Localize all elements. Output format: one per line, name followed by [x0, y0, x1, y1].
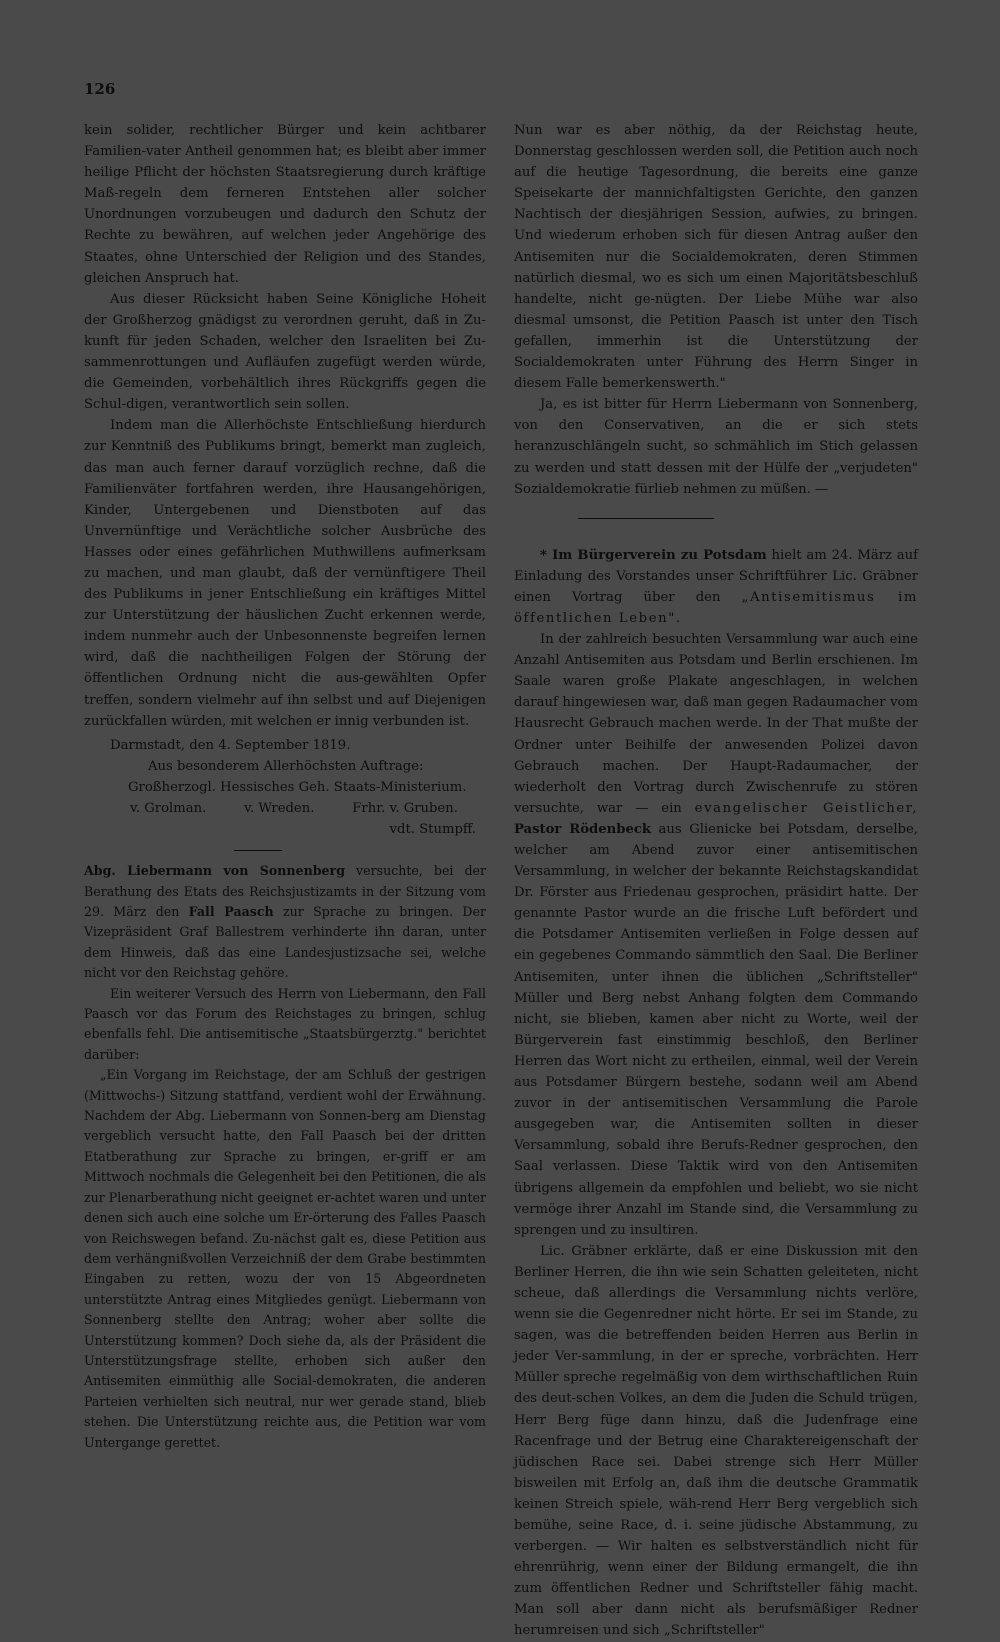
paragraph: * Im Bürgerverein zu Potsdam hielt am 24. März auf Einladung des Vorstandes unser Schriftführer Lic. Gräbner einen Vortrag über den „Antisemitismus im öffentlichen Leben".: [514, 547, 918, 626]
section-divider: [578, 518, 714, 519]
keyword: Pastor Rödenbeck: [514, 821, 652, 837]
signature-names: [84, 798, 486, 819]
section-divider: [234, 850, 282, 851]
signature-name: v. Wreden.: [244, 801, 315, 816]
article-heading: Im Bürgerverein zu Potsdam: [552, 547, 767, 563]
lecture-title: „Antisemitismus im öffentlichen Leben".: [514, 589, 918, 626]
signature-name: Frhr. v. Gruben.: [352, 801, 458, 816]
paragraph: In der zahlreich besuchten Versammlung war auch eine Anzahl Antisemiten aus Potsdam und Berlin erschienen. Im Saale waren große Plakate angeschlagen, in welchen darauf hingewiesen war, daß man gegen Radaumacher vom Hausrecht Gebrauch machen werde. In der That mußte der Ordner unter Beihilfe der anwesenden Polizei davon Gebrauch machen. Der Haupt-Radaumacher, der wiederholt den Vortrag durch Zwischenrufe zu stören versuchte, war — ein evangelischer Geistlicher, Pastor Rödenbeck aus Glienicke bei Potsdam, derselbe, welcher am Abend zuvor einer antisemitischen Versammlung, in welcher der bekannte Reichstagskandidat Dr. Förster aus Friedenau gesprochen, präsidirt hatte. Der genannte Pastor wurde an die frische Luft befördert und die Potsdamer Antisemiten verließen in Folge dessen auf ein gegebenes Commando sämmtlich den Saal. Die Berliner Antisemiten, unter ihnen die üblichen „Schriftsteller" Müller und Berg nebst Anhang folgten dem Commando nicht, sie blieben, kamen aber nicht zu Worte, weil der Bürgerverein fast einstimmig beschloß, den Berliner Herren das Wort nicht zu ertheilen, einmal, weil der Verein aus Potsdamer Bürgern bestehe, sodann weil am Abend zuvor in der antisemitischen Versammlung die Parole ausgegeben war, die Antisemiten sollten in dieser Versammlung, sobald ihre Berufs-Redner gesprochen, den Saal verlassen. Diese Taktik wird von den Antisemiten übrigens allgemein da empfohlen und beliebt, wo sie nicht vermöge ihrer Anzahl im Stande sind, die Versammlung zu sprengen und zu insultiren.: [514, 632, 918, 1238]
quote-paragraph: „Ein Vorgang im Reichstage, der am Schluß der gestrigen (Mittwochs-) Sitzung stattfand, verdient wohl der Erwähnung. Nachdem der Abg. Liebermann von Sonnen-berg am Dienstag vergeblich versucht hatte, den Fall Paasch bei der dritten Etatberathung zur Sprache zu bringen, er-griff er am Mittwoch nochmals die Gelegenheit bei den Petitionen, die als zur Plenarberathung nicht geeignet er-achtet waren und unter denen sich auch eine solche um Er-örterung des Falles Paasch von Reichswegen befand. Zu-nächst galt es, diese Petition aus dem verhängnißvollen Verzeichniß der dem Grabe bestimmten Eingaben zu retten, wozu der von 15 Abgeordneten unterstützte Antrag eines Mitgliedes genügt. Liebermann von Sonnenberg stellte den Antrag; woher aber sollte die Unterstützung kommen? Doch siehe da, als der Präsident die Unterstützungsfrage stellte, erhoben sich außer den Antisemiten einmüthig alle Social-demokraten, die anderen Parteien verhielten sich neutral, nur wer gerade stand, blieb stehen. Die Unterstützung reichte aus, die Petition war vom Untergange gerettet.: [84, 1067, 486, 1450]
emphasis: evangelischer Geistlicher,: [694, 800, 918, 816]
paragraph: kein solider, rechtlicher Bürger und kein achtbarer Familien-vater Antheil genommen hat; es bleibt aber immer heilige Pflicht der höchsten Staatsregierung durch kräftige Maß-regeln dem ferneren Entstehen aller solcher Unordnungen vorzubeugen und dadurch den Schutz der Rechte zu bewähren, auf welchen jeder Angehörige des Staates, ohne Unterschied der Religion und des Standes, gleichen Anspruch hat.: [84, 123, 486, 286]
paragraph: Abg. Liebermann von Sonnenberg versuchte, bei der Berathung des Etats des Reichsjustizamts in der Sitzung vom 29. März den Fall Paasch zur Sprache zu bringen. Der Vizepräsident Graf Ballestrem verhinderte ihn daran, unter dem Hinweis, daß das eine Landesjustizsache sei, welche nicht vor den Reichstag gehöre.: [84, 863, 486, 981]
keyword: Fall Paasch: [188, 904, 274, 919]
paragraph: Ein weiterer Versuch des Herrn von Liebermann, den Fall Paasch vor das Forum des Reichstages zu bringen, schlug ebenfalls fehl. Die antisemitische „Staatsbürgerztg." berichtet darüber:: [84, 985, 486, 1062]
signature-vdt: vdt. Stumpff.: [389, 822, 476, 838]
paragraph: Aus dieser Rücksicht haben Seine Königliche Hoheit der Großherzog gnädigst zu verordnen geruht, daß in Zu-kunft für jeden Schaden, welcher den Israeliten bei Zu-sammenrottungen und Aufläufen zugefügt werden würde, die Gemeinden, vorbehältlich ihres Rückgriffs gegen die Schul-digen, verantwortlich sein sollen.: [84, 291, 486, 413]
left-column: [84, 120, 486, 1453]
signature-name: v. Grolman.: [130, 801, 207, 816]
page-number: 126: [84, 80, 116, 98]
paragraph: Indem man die Allerhöchste Entschließung hierdurch zur Kenntniß des Publikums bringt, bemerkt man zugleich, das man auch ferner darauf vorzüglich rechne, daß die Familienväter fortfahren werden, ihre Hausangehörigen, Kinder, Untergebenen und Dienstboten auf das Unvernünftige und Verächtliche solcher Ausbrüche des Hasses oder eines gefährlichen Muthwillens aufmerksam zu machen, und man glaubt, daß der vernünftigere Theil des Publikums in jener Entschließung ein kräftiges Mittel zur Unterstützung der häuslichen Zucht erkennen werde, indem nunmehr auch der Unbesonnenste begreifen lernen wird, daß die nachtheiligen Folgen der Störung der öffentlichen Ordnung nicht die aus-gewählten Opfer treffen, sondern vielmehr auf ihn selbst und auf Diejenigen zurückfallen würden, mit welchen er innig verbunden ist.: [84, 418, 486, 729]
paragraph: Nun war es aber nöthig, da der Reichstag heute, Donnerstag geschlossen werden soll, die Petition auch noch auf die heutige Tagesordnung, die bereits eine ganze Speisekarte der mannichfaltigsten Gerichte, den ganzen Nachtisch der diesjährigen Session, aufwies, zu bringen. Und wiederum erhoben sich für diesen Antrag außer den Antisemiten nur die Socialdemokraten, deren Stimmen natürlich diesmal, wo es sich um einen Majoritätsbeschluß handelte, nicht ge-nügten. Der Liebe Mühe war also diesmal umsonst, die Petition Paasch ist unter den Tisch gefallen, immerhin ist die Unterstützung der Socialdemokraten unter Führung des Herrn Singer in diesem Falle bemerkenswerth.": [514, 123, 918, 392]
signature-place-date: Darmstadt, den 4. September 1819.: [110, 737, 351, 753]
signature-order: Aus besonderem Allerhöchsten Auftrage:: [148, 758, 424, 774]
signature-ministry: Großherzogl. Hessisches Geh. Staats-Ministerium.: [128, 779, 467, 795]
right-column: [514, 120, 918, 1642]
paragraph: Ja, es ist bitter für Herrn Liebermann von Sonnenberg, von den Conservativen, an die er sich stets heranzuschlängeln sucht, so schmählich im Stich gelassen zu werden und statt dessen mit der Hülfe der „verjudeten" Sozialdemokratie fürlieb nehmen zu müßen. —: [514, 397, 918, 497]
article-heading: Abg. Liebermann von Sonnenberg: [84, 863, 345, 879]
paragraph: Lic. Gräbner erklärte, daß er eine Diskussion mit den Berliner Herren, die ihn wie sein Schatten geleiteten, nicht scheue, daß allerdings die Versammlung nichts verlöre, wenn sie die Gegenredner nicht hörte. Er sei im Stande, zu sagen, was die betreffenden beiden Herren aus Berlin in jeder Ver-sammlung, in der er spreche, vorbrächten. Herr Müller spreche regelmäßig von dem wirthschaftlichen Ruin des deut-schen Volkes, an dem die Juden die Schuld trügen, Herr Berg füge dann hinzu, daß die Judenfrage eine Racenfrage und der Betrug eine Charaktereigenschaft der jüdischen Race sei. Dabei strenge sich Herr Müller bisweilen mit Erfolg an, daß ihm die deutsche Grammatik keinen Streich spiele, wäh-rend Herr Berg vergeblich sich bemühe, seine Race, d. i. seine jüdische Abstammung, zu verbergen. — Wir halten es selbstverständlich nicht für ehrenrührig, wenn einer der Bildung ermangelt, die ihn zum öffentlichen Redner und Schriftsteller fähig macht. Man soll aber dann nicht als berufsmäßiger Redner herumreisen und sich „Schriftsteller": [514, 1243, 918, 1639]
